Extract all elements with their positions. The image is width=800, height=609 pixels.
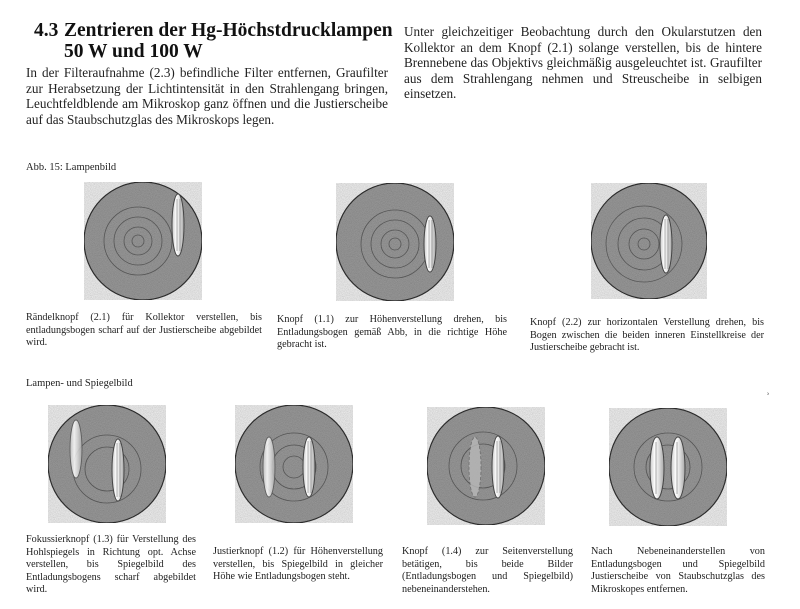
title-line-1: Zentrieren der Hg-Höchstdrucklampen [64, 20, 393, 41]
section-number: 4.3 [34, 20, 59, 41]
disc-body [609, 408, 727, 526]
discharge-arc [671, 437, 685, 499]
mirror-image [70, 420, 82, 478]
lamp-disc-3 [590, 182, 710, 302]
section-title [34, 20, 394, 62]
intro-paragraph: In der Filteraufnahme (2.3) befindliche Filter entfernen, Graufilter zur Herabsetzung der Lichtintensität in den Strahlengang bringen, Leuchtfeldblende am Mikroskop ganz öffnen und die Justierscheibe auf das Staubschutzglas des Mikroskops legen. [26, 65, 388, 127]
discharge-arc [172, 194, 184, 256]
mirror-disc-4 [607, 406, 729, 528]
caption-lampenbild-3: Knopf (2.2) zur horizontalen Verstellung drehen, bis Bogen zwischen die beiden inneren Einstellkreise der Justierscheibe gebracht ist. [530, 317, 764, 354]
discharge-arc [424, 216, 436, 272]
discharge-arc [660, 215, 672, 273]
discharge-arc [492, 436, 504, 498]
figure-label-lampenbild: Abb. 15: Lampenbild [26, 162, 117, 173]
disc-body [427, 407, 545, 525]
title-line-2: 50 W und 100 W [64, 41, 203, 62]
discharge-arc [303, 437, 315, 497]
disc-body [84, 182, 202, 300]
lamp-disc-1 [83, 181, 203, 301]
caption-spiegelbild-4: Nach Nebeneinanderstellen von Entladungsbogen und Spiegelbild Justierscheibe von Staubschutzglas des Mikroskopes entfernen. [591, 546, 765, 595]
caption-spiegelbild-3: Knopf (1.4) zur Seitenverstellung betätigen, bis beide Bilder (Entladungsbogen und Spiegelbild) nebeneinanderstehen. [402, 546, 573, 595]
scan-mark: ʾ [766, 390, 770, 404]
disc-body [235, 405, 353, 523]
caption-lampenbild-1: Rändelknopf (2.1) für Kollektor verstellen, bis entladungsbogen scharf auf der Justierscheibe abgebildet wird. [26, 312, 262, 349]
discharge-arc [112, 439, 124, 501]
instruction-paragraph: Unter gleichzeitiger Beobachtung durch den Okularstutzen den Kollektor an dem Knopf (2.1) solange verstellen, bis de hintere Brennebene das Objektivs gleichmäßig ausgeleuchtet ist. Graufilter aus dem Strahlengang nehmen und Streuscheibe in selbigen einsetzen. [404, 24, 762, 102]
mirror-image [650, 437, 664, 499]
mirror-disc-3 [425, 405, 547, 527]
disc-body [48, 405, 166, 523]
mirror-image [469, 437, 481, 497]
caption-spiegelbild-2: Justierknopf (1.2) für Höhenverstellung verstellen, bis Spiegelbild in gleicher Höhe wie Entladungsbogen steht. [213, 546, 383, 583]
caption-lampenbild-2: Knopf (1.1) zur Höhenverstellung drehen, bis Entladungsbogen gemäß Abb, in die richtige Höhe gebracht ist. [277, 314, 507, 351]
mirror-disc-1 [46, 403, 168, 525]
mirror-disc-2 [233, 403, 355, 525]
lamp-disc-2 [335, 182, 455, 302]
caption-spiegelbild-1: Fokussierknopf (1.3) für Verstellung des Hohlspiegels in Richtung opt. Achse verstellen, bis Spiegelbild des Entladungsbogens scharf abgebildet wird. [26, 534, 196, 596]
mirror-image [263, 437, 275, 497]
figure-label-spiegelbild: Lampen- und Spiegelbild [26, 378, 133, 389]
